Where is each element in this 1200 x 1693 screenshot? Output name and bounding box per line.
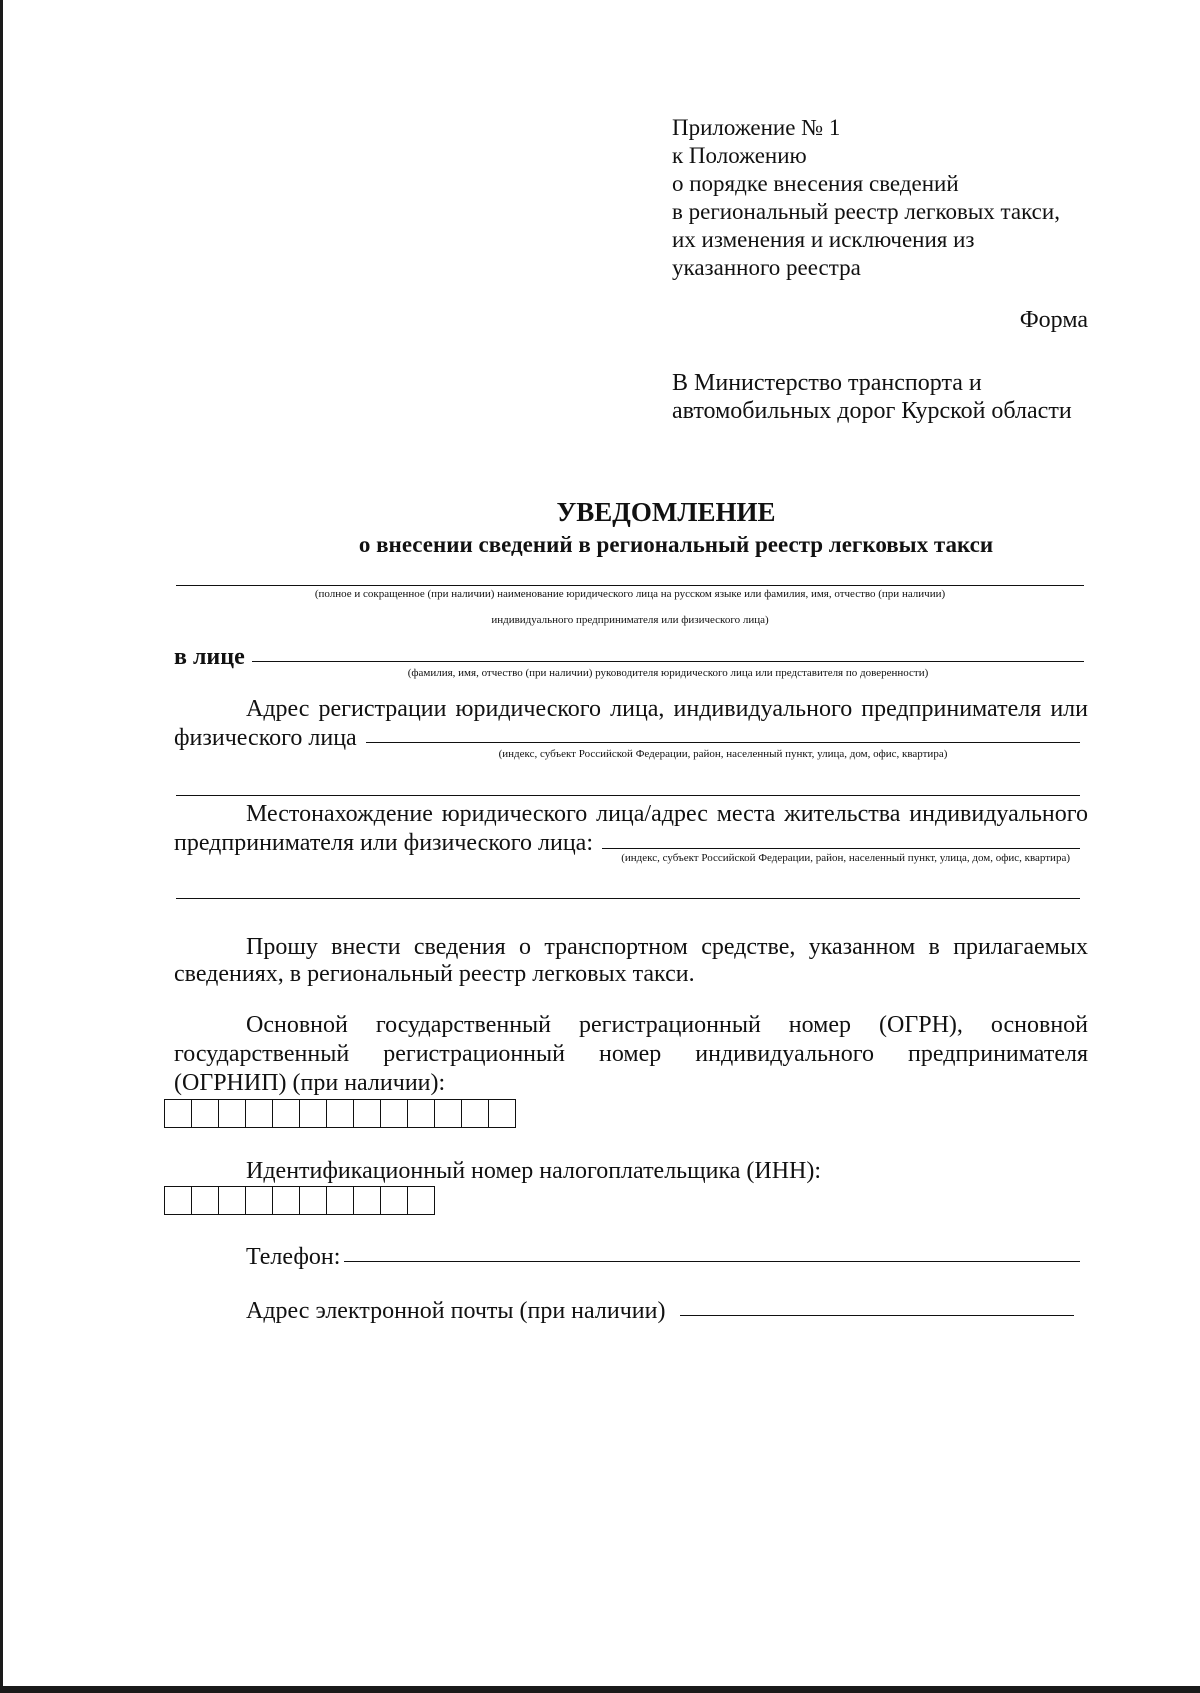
appendix-line: о порядке внесения сведений (672, 171, 959, 196)
ogrn-cell[interactable] (435, 1100, 462, 1127)
document-title: УВЕДОМЛЕНИЕ (556, 497, 776, 527)
inn-cell[interactable] (219, 1187, 246, 1214)
appendix-line: Приложение № 1 (672, 115, 841, 140)
appendix-block (672, 114, 1060, 282)
appendix-line: к Положению (672, 143, 807, 168)
scan-left-edge (0, 0, 3, 1693)
request-text-1: Прошу внести сведения о транспортном средстве, указанном в прилагаемых (246, 934, 1088, 960)
addressee-line-1: В Министерство транспорта и (672, 370, 982, 396)
reg-address-field-extra[interactable] (176, 795, 1080, 796)
representative-field[interactable] (252, 661, 1084, 662)
request-text-2: сведениях, в региональный реестр легковых такси. (174, 961, 695, 987)
document-subtitle: о внесении сведений в региональный реестр легковых такси (358, 532, 994, 557)
representative-label: в лице (174, 644, 245, 670)
inn-cell[interactable] (354, 1187, 381, 1214)
location-hint: (индекс, субъект Российской Федерации, район, населенный пункт, улица, дом, офис, квартира) (621, 852, 1070, 864)
ogrn-cell[interactable] (273, 1100, 300, 1127)
ogrn-cell[interactable] (354, 1100, 381, 1127)
ogrn-cell[interactable] (165, 1100, 192, 1127)
inn-cell[interactable] (381, 1187, 408, 1214)
form-label: Форма (1019, 307, 1088, 333)
ogrn-cell[interactable] (462, 1100, 489, 1127)
ogrn-text-1: Основной государственный регистрационный номер (ОГРН), основной (246, 1012, 1088, 1038)
ogrn-cell[interactable] (300, 1100, 327, 1127)
inn-cell[interactable] (408, 1187, 435, 1214)
inn-cell[interactable] (192, 1187, 219, 1214)
ogrn-cells[interactable] (164, 1099, 516, 1128)
appendix-line: указанного реестра (672, 255, 861, 280)
inn-cell[interactable] (246, 1187, 273, 1214)
location-text-1: Местонахождение юридического лица/адрес места жительства индивидуального (246, 801, 1088, 827)
applicant-name-field[interactable] (176, 585, 1084, 586)
scan-bottom-edge (0, 1686, 1200, 1693)
inn-label: Идентификационный номер налогоплательщика (ИНН): (246, 1158, 822, 1184)
reg-address-text-2: физического лица (174, 725, 357, 751)
phone-field[interactable] (344, 1261, 1080, 1262)
ogrn-cell[interactable] (192, 1100, 219, 1127)
ogrn-cell[interactable] (381, 1100, 408, 1127)
inn-cell[interactable] (300, 1187, 327, 1214)
phone-label: Телефон: (246, 1244, 341, 1270)
reg-address-field[interactable] (366, 742, 1080, 743)
applicant-hint-2: индивидуального предпринимателя или физического лица) (491, 614, 769, 626)
addressee-block (672, 369, 1072, 425)
inn-cell[interactable] (327, 1187, 354, 1214)
email-label: Адрес электронной почты (при наличии) (246, 1298, 666, 1324)
appendix-line: в региональный реестр легковых такси, (672, 199, 1060, 224)
ogrn-text-3: (ОГРНИП) (при наличии): (174, 1070, 446, 1096)
ogrn-cell[interactable] (219, 1100, 246, 1127)
location-text-2: предпринимателя или физического лица: (174, 830, 594, 856)
inn-cell[interactable] (165, 1187, 192, 1214)
applicant-hint-1: (полное и сокращенное (при наличии) наименование юридического лица на русском языке или фамилия, имя, отчество (при наличии) (314, 588, 946, 600)
ogrn-cell[interactable] (327, 1100, 354, 1127)
ogrn-text-2: государственный регистрационный номер индивидуального предпринимателя (174, 1041, 1088, 1067)
location-field[interactable] (602, 848, 1080, 849)
email-field[interactable] (680, 1315, 1074, 1316)
ogrn-cell[interactable] (246, 1100, 273, 1127)
reg-address-hint: (индекс, субъект Российской Федерации, район, населенный пункт, улица, дом, офис, квартира) (498, 748, 948, 760)
ogrn-cell[interactable] (489, 1100, 516, 1127)
appendix-line: их изменения и исключения из (672, 227, 975, 252)
inn-cell[interactable] (273, 1187, 300, 1214)
reg-address-text-1: Адрес регистрации юридического лица, индивидуального предпринимателя или (246, 696, 1088, 722)
ogrn-cell[interactable] (408, 1100, 435, 1127)
inn-cells[interactable] (164, 1186, 435, 1215)
location-field-extra[interactable] (176, 898, 1080, 899)
representative-hint: (фамилия, имя, отчество (при наличии) руководителя юридического лица или представителя по доверенности) (407, 667, 929, 679)
addressee-line-2: автомобильных дорог Курской области (672, 398, 1072, 424)
